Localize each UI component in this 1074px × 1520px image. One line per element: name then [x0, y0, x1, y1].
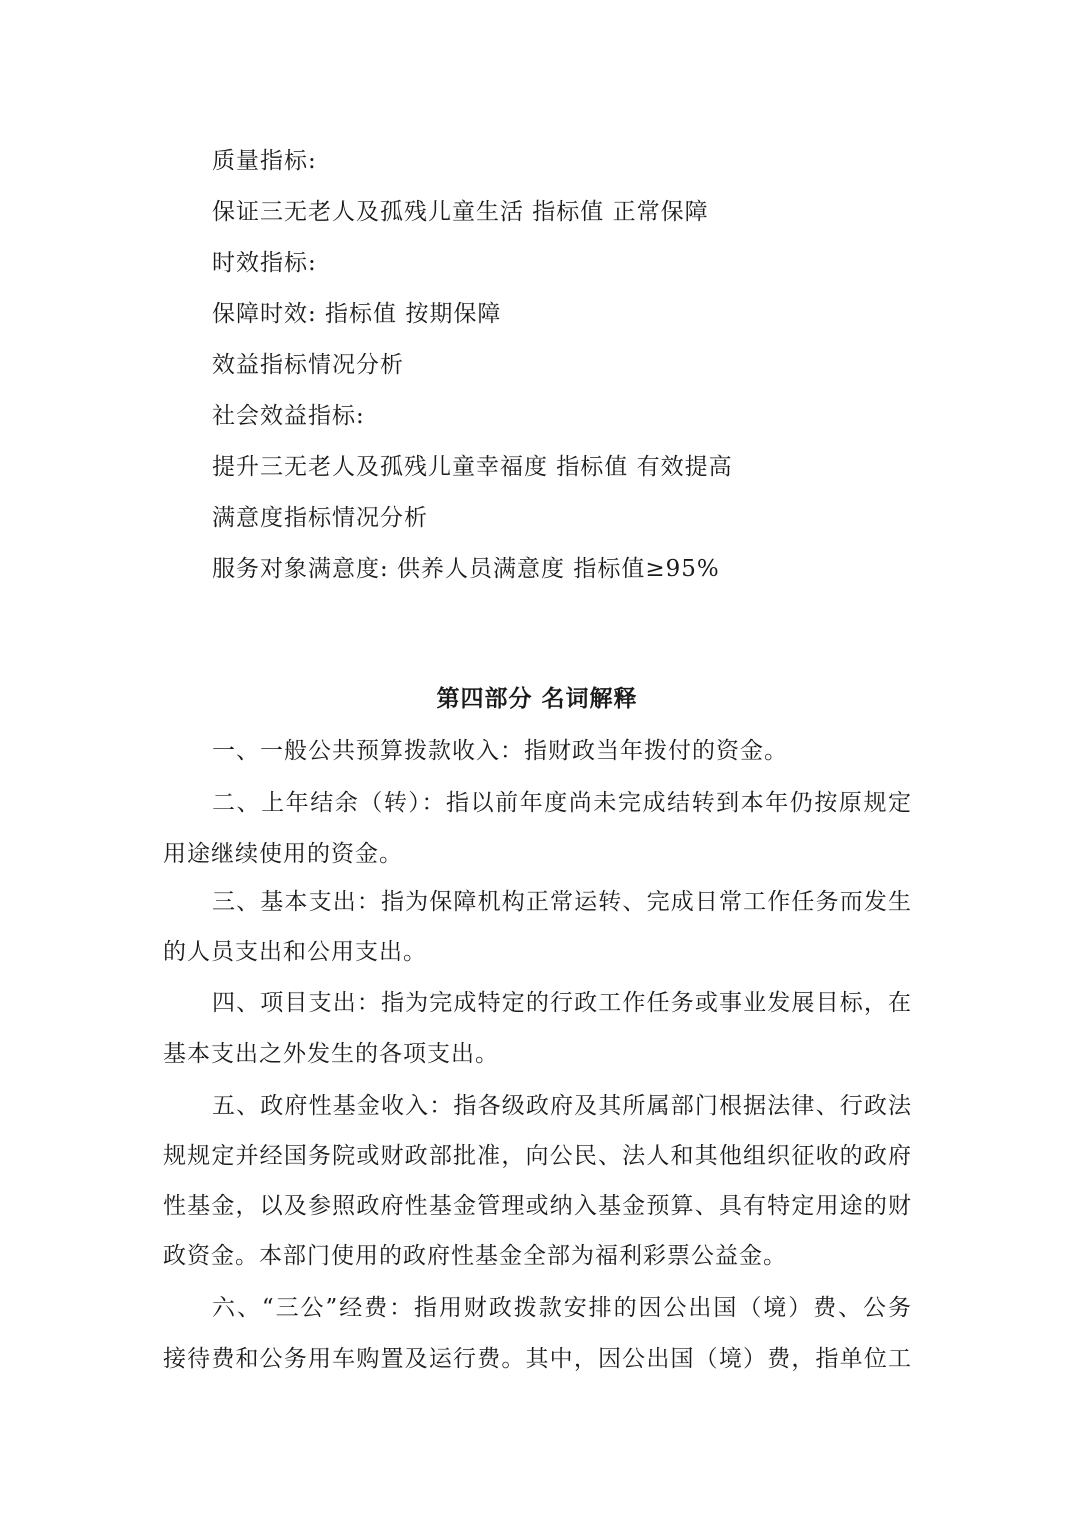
glossary-line: 一、一般公共预算拨款收入：指财政当年拨付的资金。 — [212, 738, 788, 764]
glossary-line: 三、基本支出：指为保障机构正常运转、完成日常工作任务而发生 — [212, 889, 911, 915]
indicator-timeliness-item: 保障时效: 指标值 按期保障 — [212, 301, 502, 327]
glossary-line: 六、“三公”经费：指用财政拨款安排的因公出国（境）费、公务 — [212, 1295, 911, 1321]
glossary-line: 性基金，以及参照政府性基金管理或纳入基金预算、具有特定用途的财 — [163, 1193, 911, 1219]
section-title: 第四部分 名词解释 — [436, 686, 638, 712]
glossary-line: 五、政府性基金收入：指各级政府及其所属部门根据法律、行政法 — [212, 1093, 911, 1119]
glossary-line: 规规定并经国务院或财政部批准，向公民、法人和其他组织征收的政府 — [163, 1143, 911, 1169]
indicator-quality-heading: 质量指标: — [212, 148, 317, 174]
glossary-line: 的人员支出和公用支出。 — [163, 939, 427, 965]
glossary-line: 四、项目支出：指为完成特定的行政工作任务或事业发展目标，在 — [212, 990, 911, 1016]
glossary-line: 政资金。本部门使用的政府性基金全部为福利彩票公益金。 — [163, 1243, 787, 1269]
glossary-line: 接待费和公务用车购置及运行费。其中，因公出国（境）费，指单位工 — [163, 1346, 911, 1372]
glossary-line: 二、上年结余（转）：指以前年度尚未完成结转到本年仍按原规定 — [212, 790, 911, 816]
glossary-line: 用途继续使用的资金。 — [163, 841, 403, 867]
indicator-benefit-heading: 效益指标情况分析 — [212, 352, 404, 378]
indicator-social-benefit-item: 提升三无老人及孤残儿童幸福度 指标值 有效提高 — [212, 454, 733, 480]
indicator-satisfaction-heading: 满意度指标情况分析 — [212, 505, 428, 531]
glossary-line: 基本支出之外发生的各项支出。 — [163, 1041, 499, 1067]
indicator-satisfaction-item: 服务对象满意度: 供养人员满意度 指标值≥95% — [212, 556, 720, 582]
indicator-timeliness-heading: 时效指标: — [212, 250, 317, 276]
indicator-quality-item: 保证三无老人及孤残儿童生活 指标值 正常保障 — [212, 199, 709, 225]
indicator-social-benefit-heading: 社会效益指标: — [212, 403, 365, 429]
